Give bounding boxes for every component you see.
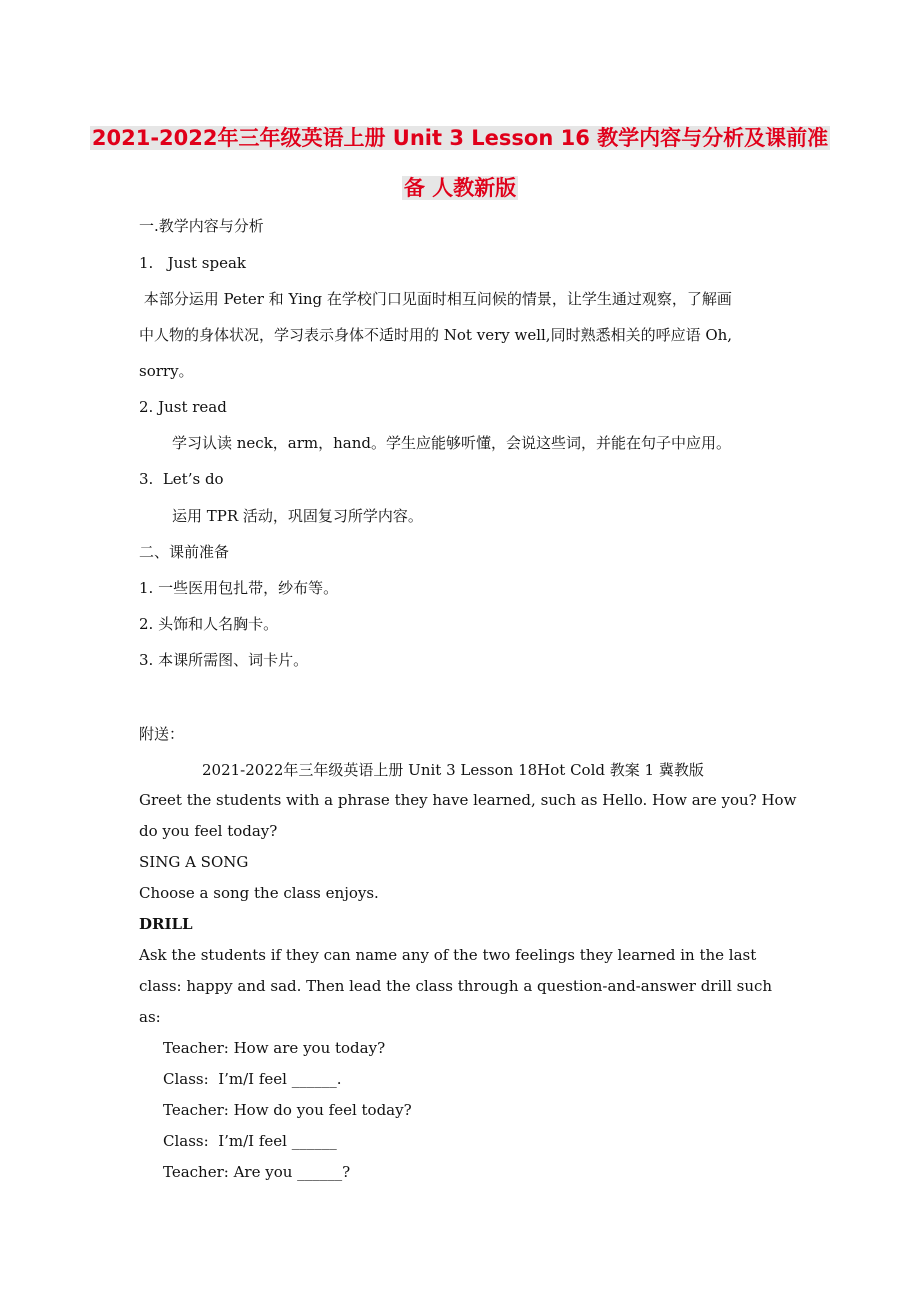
item3-heading: 3. Let’s do	[139, 470, 224, 488]
dialog-line: Class: I’m/I feel ______	[163, 1132, 337, 1150]
drill-line3: as:	[139, 1008, 161, 1026]
dialog-line: Class: I’m/I feel ______.	[163, 1070, 342, 1088]
sing-body: Choose a song the class enjoys.	[139, 884, 379, 902]
sing-heading: SING A SONG	[139, 853, 249, 871]
drill-heading: DRILL	[139, 915, 193, 933]
appendix-title: 2021-2022年三年级英语上册 Unit 3 Lesson 18Hot Cold 教案 1 冀教版	[202, 761, 704, 779]
section1-heading: 一.教学内容与分析	[139, 217, 264, 235]
document-title-line-2: 备 人教新版	[403, 176, 517, 200]
prep-item-2: 2. 头饰和人名胸卡。	[139, 615, 279, 633]
dialog-line: Teacher: Are you ______?	[163, 1163, 351, 1181]
item1-body-line2: 中人物的身体状况，学习表示身体不适时用的 Not very well,同时熟悉相关的呼应语 Oh,	[139, 326, 733, 344]
item2-body: 学习认读 neck，arm，hand。学生应能够听懂，会说这些词，并能在句子中应用。	[172, 434, 732, 452]
dialog-line: Teacher: How are you today?	[163, 1039, 386, 1057]
item2-heading: 2. Just read	[139, 398, 227, 416]
appendix-label: 附送：	[139, 725, 185, 743]
drill-line1: Ask the students if they can name any of the two feelings they learned in the last	[139, 946, 757, 964]
document-title-line-1: 2021-2022年三年级英语上册 Unit 3 Lesson 16 教学内容与分析及课前准	[91, 126, 829, 150]
drill-line2: class: happy and sad. Then lead the class through a question-and-answer drill such	[139, 977, 773, 995]
section2-heading: 二、课前准备	[139, 543, 230, 561]
prep-item-1: 1. 一些医用包扎带，纱布等。	[139, 579, 339, 597]
item1-heading: 1. Just speak	[139, 254, 246, 272]
item3-body: 运用 TPR 活动，巩固复习所学内容。	[172, 507, 423, 525]
greet-line2: do you feel today?	[139, 822, 278, 840]
item1-body-line3: sorry。	[139, 362, 194, 380]
prep-item-3: 3. 本课所需图、词卡片。	[139, 651, 309, 669]
greet-line1: Greet the students with a phrase they have learned, such as Hello. How are you? How	[139, 791, 797, 809]
dialog-line: Teacher: How do you feel today?	[163, 1101, 412, 1119]
item1-body-line1: 本部分运用 Peter 和 Ying 在学校门口见面时相互问候的情景，让学生通过观察，了解画	[139, 290, 732, 308]
